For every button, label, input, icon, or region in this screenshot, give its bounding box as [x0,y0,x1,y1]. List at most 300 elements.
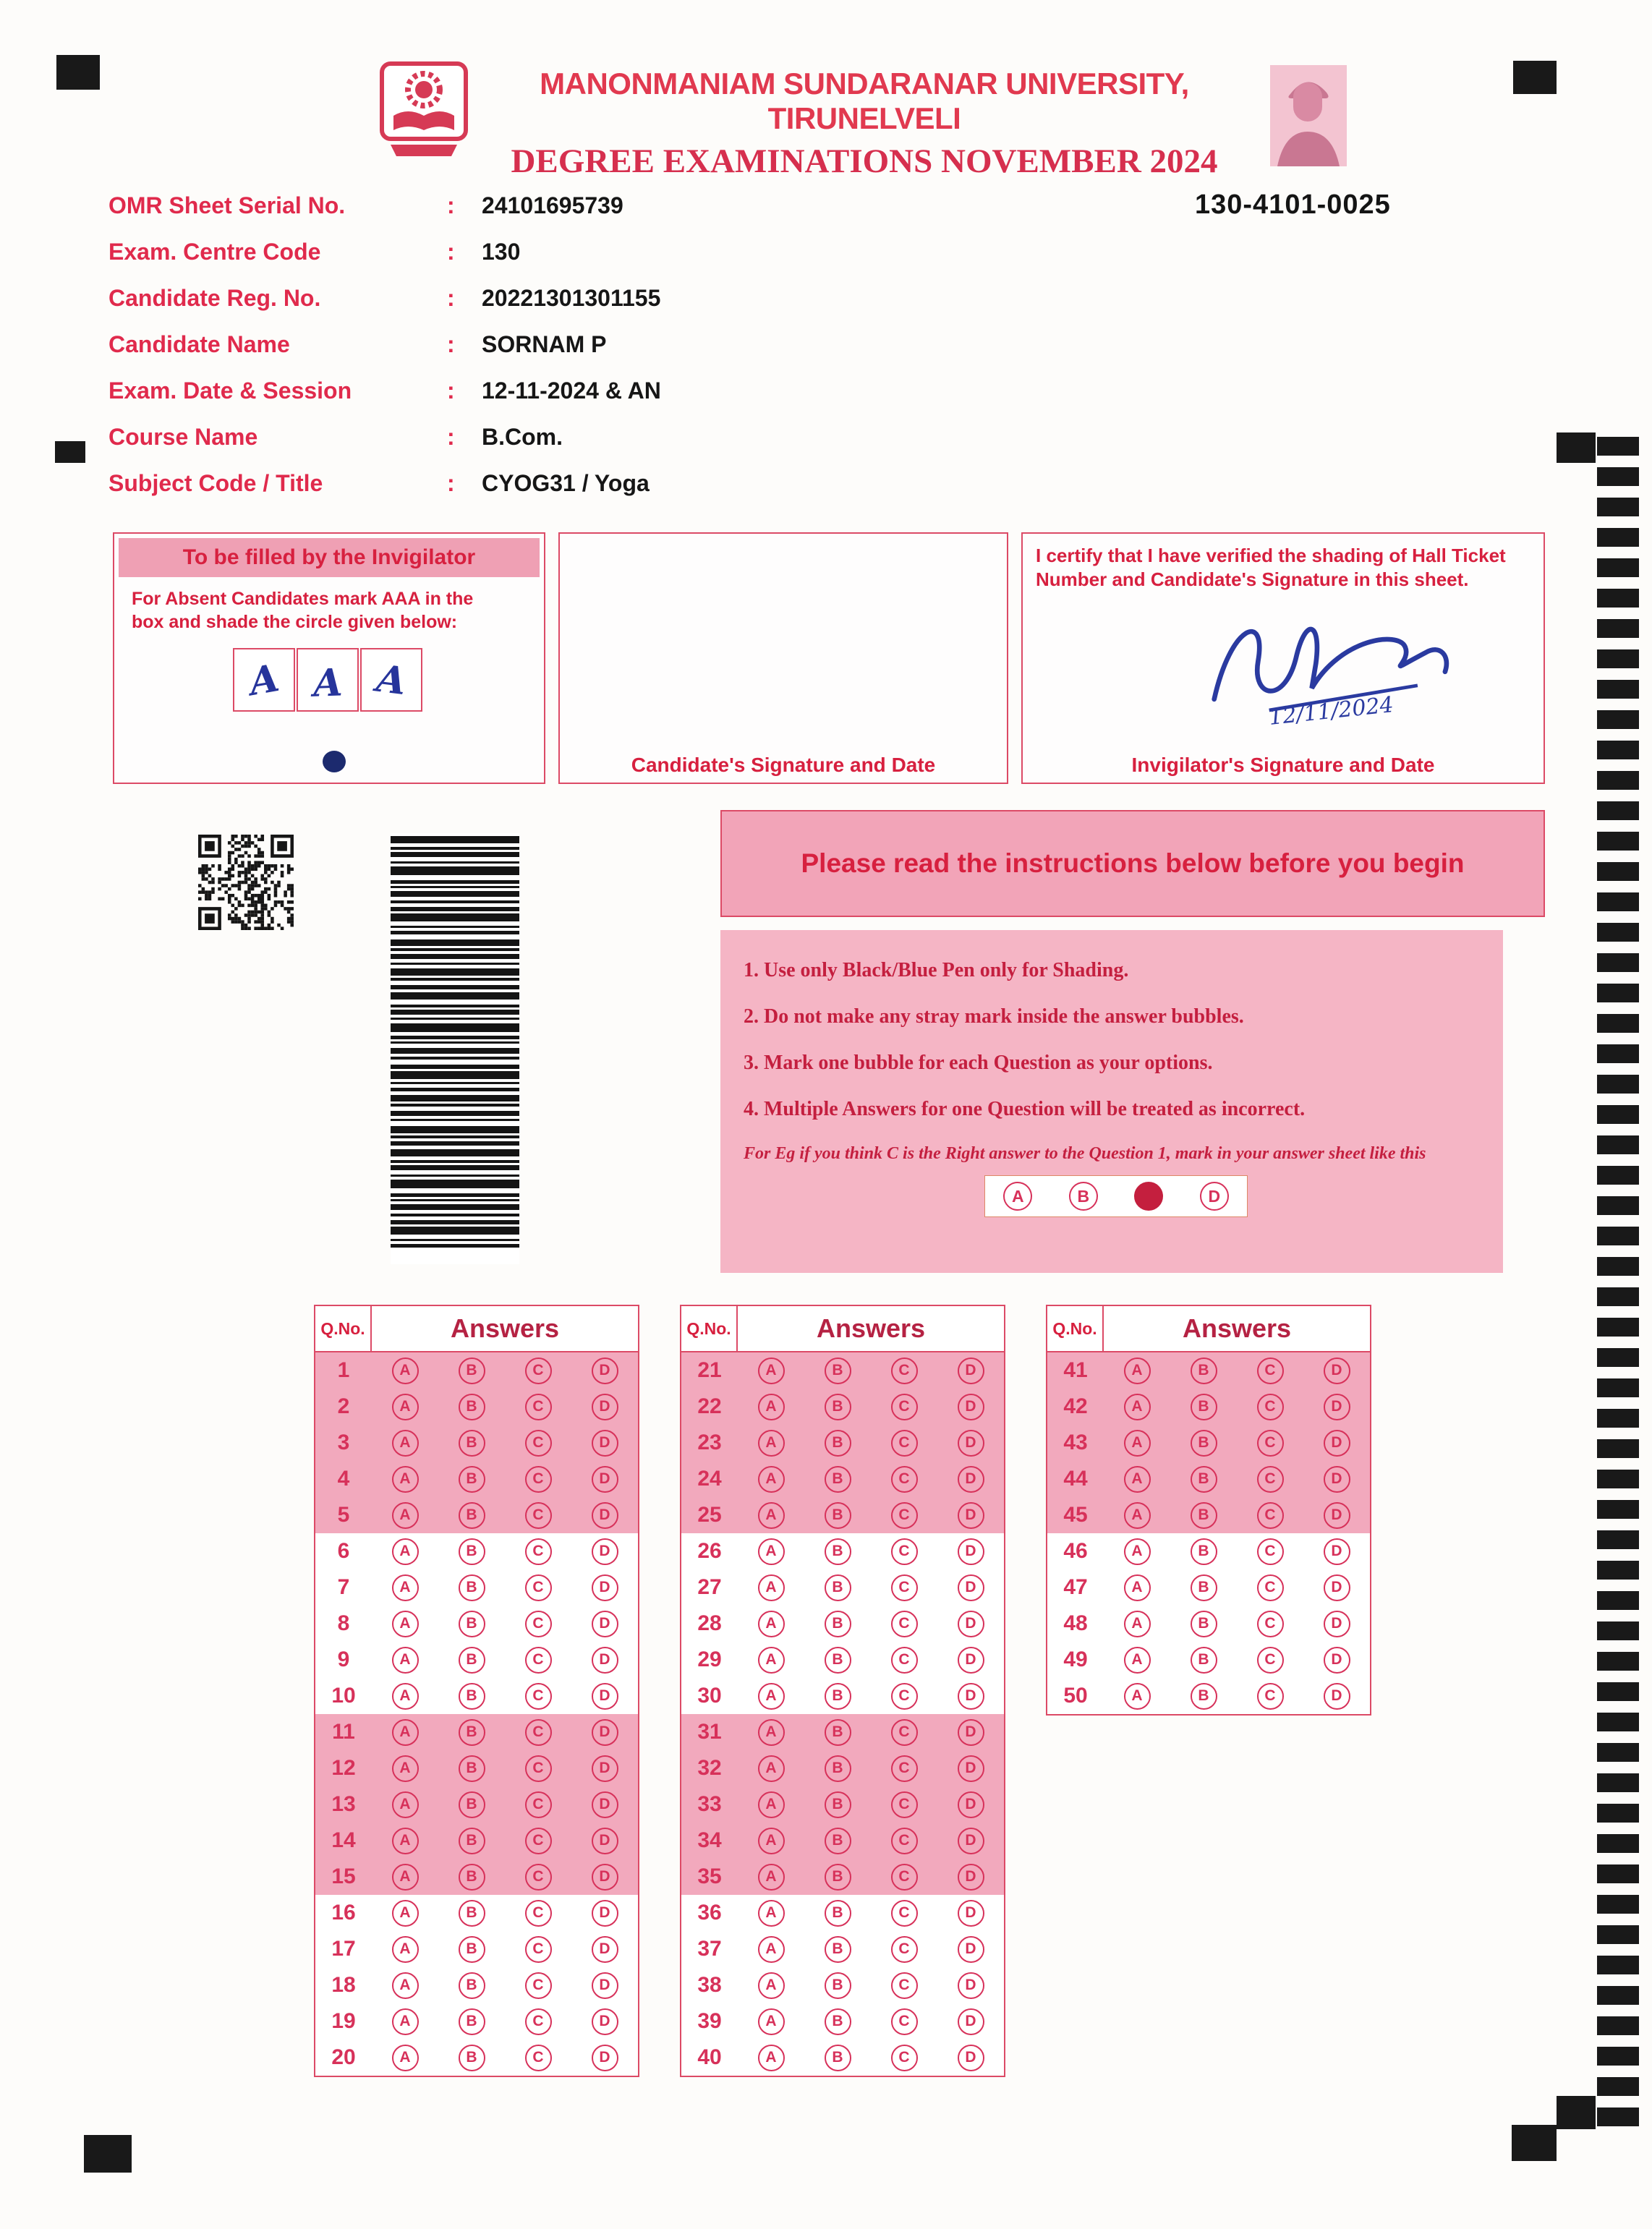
answer-bubble-q28-C[interactable]: C [891,1611,918,1637]
answer-bubble-q36-A[interactable]: A [758,1900,785,1927]
answer-bubble-q50-C[interactable]: C [1257,1683,1284,1710]
answer-bubble-q8-B[interactable]: B [459,1611,485,1637]
answer-bubble-q41-B[interactable]: B [1191,1358,1217,1384]
answer-bubble-q24-B[interactable]: B [825,1466,851,1493]
answer-bubble-q30-B[interactable]: B [825,1683,851,1710]
answer-bubble-q44-C[interactable]: C [1257,1466,1284,1493]
answer-bubble-q31-A[interactable]: A [758,1719,785,1746]
answer-bubble-q4-A[interactable]: A [392,1466,419,1493]
answer-bubble-q45-B[interactable]: B [1191,1502,1217,1529]
instructions-banner: Please read the instructions below before you begin [720,810,1545,917]
answer-bubble-q3-D[interactable]: D [592,1430,618,1457]
invigilator-box-title: To be filled by the Invigilator [119,538,540,577]
answer-bubble-q12-D[interactable]: D [592,1755,618,1782]
barcode-bar [391,1010,519,1015]
answer-bubble-q21-A[interactable]: A [758,1358,785,1384]
field-label: Course Name [108,423,258,450]
answer-bubble-q10-A[interactable]: A [392,1683,419,1710]
candidate-signature-box[interactable] [558,532,1008,784]
answer-bubble-q37-B[interactable]: B [825,1936,851,1963]
question-number: 4 [337,1467,350,1491]
answer-bubble-q41-C[interactable]: C [1257,1358,1284,1384]
answer-bubble-q44-A[interactable]: A [1124,1466,1151,1493]
answer-bubble-q5-C[interactable]: C [525,1502,552,1529]
answer-bubble-q42-B[interactable]: B [1191,1394,1217,1420]
answer-bubble-q14-C[interactable]: C [525,1828,552,1854]
answer-bubble-q13-D[interactable]: D [592,1791,618,1818]
barcode-bar [391,1220,519,1224]
barcode-bar [391,1048,519,1054]
answer-bubble-q45-A[interactable]: A [1124,1502,1151,1529]
answer-bubble-q2-C[interactable]: C [525,1394,552,1420]
question-number: 8 [337,1611,350,1635]
answer-bubble-q20-C[interactable]: C [525,2045,552,2071]
answer-bubble-q23-A[interactable]: A [758,1430,785,1457]
answer-bubble-q30-A[interactable]: A [758,1683,785,1710]
answer-bubble-q4-C[interactable]: C [525,1466,552,1493]
answer-bubble-q33-D[interactable]: D [958,1791,984,1818]
answer-bubble-q49-B[interactable]: B [1191,1647,1217,1674]
registration-mark-top-right [1513,61,1557,94]
barcode-bar [391,1204,519,1210]
answer-bubble-q34-B[interactable]: B [825,1828,851,1854]
barcode-bar [391,1104,519,1107]
answer-bubble-q20-D[interactable]: D [592,2045,618,2071]
answer-bubble-q29-B[interactable]: B [825,1647,851,1674]
answer-bubble-q8-C[interactable]: C [525,1611,552,1637]
answer-bubble-q23-C[interactable]: C [891,1430,918,1457]
timing-mark [1597,1409,1639,1428]
answer-bubble-q36-C[interactable]: C [891,1900,918,1927]
answer-bubble-q48-A[interactable]: A [1124,1611,1151,1637]
answer-bubble-q35-C[interactable]: C [891,1864,918,1891]
answer-bubble-q38-C[interactable]: C [891,1972,918,1999]
answer-bubble-q28-D[interactable]: D [958,1611,984,1637]
barcode-bar [391,1095,519,1101]
answer-bubble-q37-D[interactable]: D [958,1936,984,1963]
timing-mark [1597,1348,1639,1367]
answer-bubble-q31-D[interactable]: D [958,1719,984,1746]
answer-bubble-q23-D[interactable]: D [958,1430,984,1457]
answer-bubble-q19-B[interactable]: B [459,2008,485,2035]
answer-bubble-q47-A[interactable]: A [1124,1574,1151,1601]
answer-bubble-q44-D[interactable]: D [1324,1466,1350,1493]
answer-bubble-q2-A[interactable]: A [392,1394,419,1420]
answer-bubble-q29-D[interactable]: D [958,1647,984,1674]
answer-bubble-q32-C[interactable]: C [891,1755,918,1782]
answer-bubble-q45-C[interactable]: C [1257,1502,1284,1529]
field-value: SORNAM P [482,331,607,357]
answer-bubble-q14-D[interactable]: D [592,1828,618,1854]
question-row-22 [681,1389,1004,1425]
timing-mark [1597,953,1639,972]
answer-bubble-q50-B[interactable]: B [1191,1683,1217,1710]
answer-bubble-q35-D[interactable]: D [958,1864,984,1891]
answer-bubble-q34-A[interactable]: A [758,1828,785,1854]
answer-bubble-q11-A[interactable]: A [392,1719,419,1746]
answer-bubble-q28-A[interactable]: A [758,1611,785,1637]
field-value: 130 [482,238,521,265]
answer-bubble-q7-B[interactable]: B [459,1574,485,1601]
timing-mark [1597,1378,1639,1397]
barcode-bar [391,1036,519,1039]
answer-bubble-q24-D[interactable]: D [958,1466,984,1493]
answer-bubble-q40-A[interactable]: A [758,2045,785,2071]
field-colon: : [447,192,455,218]
answer-bubble-q20-A[interactable]: A [392,2045,419,2071]
answer-bubble-q15-A[interactable]: A [392,1864,419,1891]
answer-bubble-q8-A[interactable]: A [392,1611,419,1637]
answer-bubble-q16-D[interactable]: D [592,1900,618,1927]
answer-bubble-q1-D[interactable]: D [592,1358,618,1384]
answer-bubble-q38-B[interactable]: B [825,1972,851,1999]
instruction-item-4: 4. Multiple Answers for one Question will be treated as incorrect. [744,1098,1306,1120]
answer-bubble-q12-C[interactable]: C [525,1755,552,1782]
answer-bubble-q43-C[interactable]: C [1257,1430,1284,1457]
answer-bubble-q25-B[interactable]: B [825,1502,851,1529]
answer-bubble-q29-A[interactable]: A [758,1647,785,1674]
answer-bubble-q32-A[interactable]: A [758,1755,785,1782]
question-number: 50 [1063,1684,1088,1708]
answer-bubble-q21-B[interactable]: B [825,1358,851,1384]
timing-mark [1597,649,1639,668]
answer-bubble-q48-D[interactable]: D [1324,1611,1350,1637]
field-label: Subject Code / Title [108,469,323,496]
field-label: Exam. Date & Session [108,377,352,404]
answer-bubble-q45-D[interactable]: D [1324,1502,1350,1529]
answer-bubble-q13-C[interactable]: C [525,1791,552,1818]
question-row-46 [1047,1533,1370,1569]
answer-bubble-q32-B[interactable]: B [825,1755,851,1782]
answer-bubble-q30-D[interactable]: D [958,1683,984,1710]
answer-bubble-q17-D[interactable]: D [592,1936,618,1963]
answer-bubble-q18-C[interactable]: C [525,1972,552,1999]
answer-bubble-q34-C[interactable]: C [891,1828,918,1854]
answer-bubble-q27-D[interactable]: D [958,1574,984,1601]
answer-bubble-q4-D[interactable]: D [592,1466,618,1493]
answer-table-1 [314,1305,639,2077]
example-bubble-filled [1134,1182,1163,1211]
answer-bubble-q25-A[interactable]: A [758,1502,785,1529]
answer-bubble-q40-C[interactable]: C [891,2045,918,2071]
answer-bubble-q5-A[interactable]: A [392,1502,419,1529]
answer-bubble-q1-B[interactable]: B [459,1358,485,1384]
field-value: 24101695739 [482,192,623,218]
answer-bubble-q13-B[interactable]: B [459,1791,485,1818]
barcode-bar [391,866,519,875]
answer-bubble-q11-B[interactable]: B [459,1719,485,1746]
answer-bubble-q21-D[interactable]: D [958,1358,984,1384]
answer-bubble-q49-A[interactable]: A [1124,1647,1151,1674]
answer-bubble-q43-B[interactable]: B [1191,1430,1217,1457]
answer-bubble-q50-A[interactable]: A [1124,1683,1151,1710]
answer-bubble-q36-D[interactable]: D [958,1900,984,1927]
timing-mark [1597,771,1639,790]
answer-bubble-q1-A[interactable]: A [392,1358,419,1384]
answer-bubble-q24-A[interactable]: A [758,1466,785,1493]
field-label: Exam. Centre Code [108,238,321,265]
answer-bubble-q4-B[interactable]: B [459,1466,485,1493]
question-row-5 [315,1497,638,1533]
question-row-21 [681,1352,1004,1389]
answer-bubble-q16-B[interactable]: B [459,1900,485,1927]
answer-bubble-q10-C[interactable]: C [525,1683,552,1710]
answer-bubble-q33-B[interactable]: B [825,1791,851,1818]
answer-bubble-q26-C[interactable]: C [891,1538,918,1565]
question-row-9 [315,1642,638,1678]
answer-bubble-q11-C[interactable]: C [525,1719,552,1746]
question-row-15 [315,1859,638,1895]
answer-bubble-q36-B[interactable]: B [825,1900,851,1927]
answer-bubble-q47-B[interactable]: B [1191,1574,1217,1601]
question-row-2 [315,1389,638,1425]
answer-bubble-q18-A[interactable]: A [392,1972,419,1999]
question-number: 10 [331,1684,356,1708]
answer-bubble-q44-B[interactable]: B [1191,1466,1217,1493]
timing-mark [1597,1014,1639,1033]
answer-bubble-q3-B[interactable]: B [459,1430,485,1457]
answer-bubble-q35-B[interactable]: B [825,1864,851,1891]
answer-bubble-q17-A[interactable]: A [392,1936,419,1963]
field-value: CYOG31 / Yoga [482,469,650,496]
absent-shaded-circle[interactable] [323,751,346,772]
answer-bubble-q41-D[interactable]: D [1324,1358,1350,1384]
answer-bubble-q47-D[interactable]: D [1324,1574,1350,1601]
answer-bubble-q1-C[interactable]: C [525,1358,552,1384]
answer-bubble-q10-D[interactable]: D [592,1683,618,1710]
grid-header [315,1306,638,1352]
question-number: 31 [697,1720,722,1744]
answer-bubble-q37-C[interactable]: C [891,1936,918,1963]
answer-bubble-q48-C[interactable]: C [1257,1611,1284,1637]
answer-bubble-q42-D[interactable]: D [1324,1394,1350,1420]
answer-bubble-q7-C[interactable]: C [525,1574,552,1601]
instruction-item-1: 1. Use only Black/Blue Pen only for Shading. [744,959,1129,981]
answer-bubble-q28-B[interactable]: B [825,1611,851,1637]
answer-bubble-q9-D[interactable]: D [592,1647,618,1674]
answer-bubble-q39-C[interactable]: C [891,2008,918,2035]
answer-bubble-q43-D[interactable]: D [1324,1430,1350,1457]
answer-bubble-q46-C[interactable]: C [1257,1538,1284,1565]
field-row-serial [108,182,1049,229]
answer-bubble-q42-A[interactable]: A [1124,1394,1151,1420]
answer-bubble-q33-A[interactable]: A [758,1791,785,1818]
answer-bubble-q22-B[interactable]: B [825,1394,851,1420]
answer-bubble-q22-C[interactable]: C [891,1394,918,1420]
question-number: 7 [337,1575,350,1599]
barcode-bar [391,907,519,911]
answer-bubble-q40-B[interactable]: B [825,2045,851,2071]
question-number: 20 [331,2045,356,2069]
answer-bubble-q17-C[interactable]: C [525,1936,552,1963]
answer-bubble-q49-D[interactable]: D [1324,1647,1350,1674]
timing-mark [1597,1470,1639,1488]
answer-bubble-q37-A[interactable]: A [758,1936,785,1963]
answer-bubble-q14-A[interactable]: A [392,1828,419,1854]
field-value: 20221301301155 [482,284,661,311]
answer-bubble-q14-B[interactable]: B [459,1828,485,1854]
answer-bubble-q43-A[interactable]: A [1124,1430,1151,1457]
instructions-box [720,930,1503,1273]
answer-bubble-q39-D[interactable]: D [958,2008,984,2035]
answer-bubble-q47-C[interactable]: C [1257,1574,1284,1601]
answer-bubble-q10-B[interactable]: B [459,1683,485,1710]
answer-bubble-q7-A[interactable]: A [392,1574,419,1601]
answer-bubble-q2-B[interactable]: B [459,1394,485,1420]
answer-bubble-q22-D[interactable]: D [958,1394,984,1420]
answer-bubble-q18-D[interactable]: D [592,1972,618,1999]
answer-bubble-q40-D[interactable]: D [958,2045,984,2071]
barcode-bar [391,913,519,921]
answer-bubble-q16-C[interactable]: C [525,1900,552,1927]
timing-mark [1597,1986,1639,2005]
answer-bubble-q26-D[interactable]: D [958,1538,984,1565]
answer-bubble-q49-C[interactable]: C [1257,1647,1284,1674]
question-row-38 [681,1967,1004,2003]
answer-bubble-q50-D[interactable]: D [1324,1683,1350,1710]
timing-mark [1597,1257,1639,1276]
answer-bubble-q30-C[interactable]: C [891,1683,918,1710]
answer-bubble-q35-A[interactable]: A [758,1864,785,1891]
question-number: 17 [331,1937,356,1961]
answer-bubble-q46-A[interactable]: A [1124,1538,1151,1565]
answer-bubble-q41-A[interactable]: A [1124,1358,1151,1384]
barcode [391,833,519,1264]
barcode-bar [391,931,519,934]
question-row-20 [315,2040,638,2076]
question-number: 44 [1063,1467,1088,1491]
question-number: 37 [697,1937,722,1961]
timing-mark [1597,1196,1639,1215]
question-number: 3 [337,1431,350,1454]
timing-mark [1597,1561,1639,1580]
answer-bubble-q21-C[interactable]: C [891,1358,918,1384]
timing-mark [1597,1925,1639,1944]
field-row-date-session [108,367,1049,414]
answer-bubble-q46-B[interactable]: B [1191,1538,1217,1565]
example-text: For Eg if you think C is the Right answer to the Question 1, mark in your answer sheet like this [744,1144,1426,1163]
answer-bubble-q23-B[interactable]: B [825,1430,851,1457]
question-number: 26 [697,1539,722,1563]
question-number: 15 [331,1864,356,1888]
exam-title: DEGREE EXAMINATIONS NOVEMBER 2024 [511,142,1218,180]
absent-mark-box-3[interactable] [360,648,422,712]
answer-bubble-q12-B[interactable]: B [459,1755,485,1782]
answer-bubble-q6-C[interactable]: C [525,1538,552,1565]
answer-bubble-q25-C[interactable]: C [891,1502,918,1529]
answer-bubble-q7-D[interactable]: D [592,1574,618,1601]
answer-bubble-q6-D[interactable]: D [592,1538,618,1565]
timing-mark [1597,1864,1639,1883]
answer-bubble-q2-D[interactable]: D [592,1394,618,1420]
timing-mark [1597,498,1639,516]
timing-mark [1597,467,1639,486]
field-label: Candidate Reg. No. [108,284,321,311]
question-number: 18 [331,1973,356,1997]
answer-bubble-q16-A[interactable]: A [392,1900,419,1927]
answer-bubble-q39-A[interactable]: A [758,2008,785,2035]
answer-bubble-q8-D[interactable]: D [592,1611,618,1637]
answer-bubble-q18-B[interactable]: B [459,1972,485,1999]
answer-bubble-q26-B[interactable]: B [825,1538,851,1565]
answer-bubble-q29-C[interactable]: C [891,1647,918,1674]
barcode-bar [391,900,519,903]
answer-bubble-q27-B[interactable]: B [825,1574,851,1601]
absent-mark-box-1[interactable] [233,648,295,712]
registration-mark-top-left [56,55,100,90]
barcode-bar [391,948,519,951]
answer-bubble-q19-D[interactable]: D [592,2008,618,2035]
timing-mark-strip [1597,437,1640,2138]
answer-bubble-q34-D[interactable]: D [958,1828,984,1854]
absent-mark-box-2[interactable] [297,648,359,712]
handwritten-a-1: A [245,655,283,704]
answer-bubble-q6-A[interactable]: A [392,1538,419,1565]
answer-bubble-q46-D[interactable]: D [1324,1538,1350,1565]
answer-bubble-q22-A[interactable]: A [758,1394,785,1420]
answer-bubble-q33-C[interactable]: C [891,1791,918,1818]
answer-bubble-q3-C[interactable]: C [525,1430,552,1457]
barcode-bar [391,1119,519,1121]
answer-bubble-q31-C[interactable]: C [891,1719,918,1746]
answer-bubble-q5-B[interactable]: B [459,1502,485,1529]
answer-bubble-q5-D[interactable]: D [592,1502,618,1529]
qno-header: Q.No. [1047,1306,1104,1351]
question-row-39 [681,2003,1004,2040]
answer-bubble-q6-B[interactable]: B [459,1538,485,1565]
answer-bubble-q9-B[interactable]: B [459,1647,485,1674]
answer-bubble-q48-B[interactable]: B [1191,1611,1217,1637]
answer-bubble-q19-C[interactable]: C [525,2008,552,2035]
answer-bubble-q12-A[interactable]: A [392,1755,419,1782]
answer-bubble-q20-B[interactable]: B [459,2045,485,2071]
answer-bubble-q15-C[interactable]: C [525,1864,552,1891]
timing-mark [1597,528,1639,547]
answer-bubble-q38-A[interactable]: A [758,1972,785,1999]
answer-bubble-q13-A[interactable]: A [392,1791,419,1818]
answer-bubble-q25-D[interactable]: D [958,1502,984,1529]
answer-bubble-q3-A[interactable]: A [392,1430,419,1457]
answer-bubble-q26-A[interactable]: A [758,1538,785,1565]
answer-bubble-q11-D[interactable]: D [592,1719,618,1746]
answer-bubble-q27-A[interactable]: A [758,1574,785,1601]
question-row-6 [315,1533,638,1569]
answer-bubble-q38-D[interactable]: D [958,1972,984,1999]
question-number: 33 [697,1792,722,1816]
answer-bubble-q17-B[interactable]: B [459,1936,485,1963]
answer-bubble-q27-C[interactable]: C [891,1574,918,1601]
answer-bubble-q42-C[interactable]: C [1257,1394,1284,1420]
timing-mark [1597,1652,1639,1671]
answer-bubble-q15-B[interactable]: B [459,1864,485,1891]
answer-bubble-q32-D[interactable]: D [958,1755,984,1782]
barcode-bar [391,1018,519,1020]
question-number: 23 [697,1431,722,1454]
barcode-bar [391,1180,519,1188]
answer-bubble-q39-B[interactable]: B [825,2008,851,2035]
answer-bubble-q24-C[interactable]: C [891,1466,918,1493]
question-number: 40 [697,2045,722,2069]
answer-bubble-q15-D[interactable]: D [592,1864,618,1891]
answer-bubble-q31-B[interactable]: B [825,1719,851,1746]
question-number: 25 [697,1503,722,1527]
question-number: 11 [332,1720,355,1744]
answer-bubble-q9-C[interactable]: C [525,1647,552,1674]
answer-bubble-q19-A[interactable]: A [392,2008,419,2035]
field-row-subject [108,460,1049,506]
sheet-code: 130-4101-0025 [1195,189,1391,220]
answer-bubble-q9-A[interactable]: A [392,1647,419,1674]
